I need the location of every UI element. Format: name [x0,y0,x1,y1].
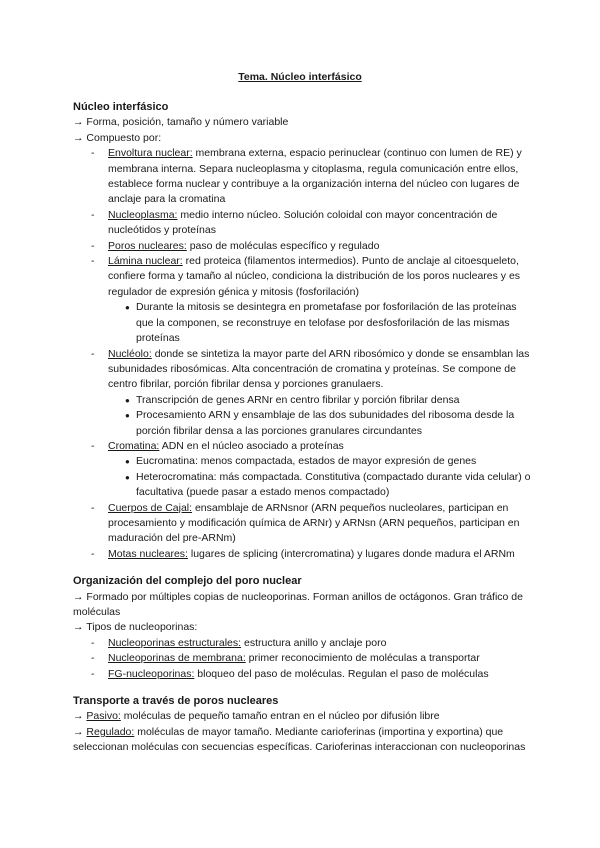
list-item [73,636,533,651]
arrow: → [73,725,87,738]
bullet-marker: ● [125,303,130,313]
definition: donde se sintetiza la mayor parte del ARN ribosómico y donde se ensamblan las subunidades ribosómicas. Alta concentración de cromatina y proteínas. Se compone de centro fibrilar, porción fibrilar densa y porciones granulaers. [108,347,530,391]
list-item [73,239,533,254]
sub-item [73,393,533,408]
definition: estructura anillo y anclaje poro [241,636,387,649]
term: Nucléolo: [108,347,152,360]
definition: medio interno núcleo. Solución coloidal con mayor concentración de nucleótidos y proteínas [108,208,498,237]
section-poro-nuclear [73,574,533,682]
definition: red proteica (filamentos intermedios). Punto de anclaje al citoesqueleto, confiere forma y tamaño al núcleo, condiciona la distribución de los poros nucleares y es regulador de expresión génica y mitosis (fosforilación) [108,255,521,298]
dash-marker: - [91,667,95,680]
intro-line: → Forma, posición, tamaño y número variable [73,116,289,129]
sub-item [73,408,533,439]
component-list [73,146,533,562]
transport-line [73,709,533,724]
list-item [73,208,533,239]
dash-marker: - [91,147,95,160]
term: FG-nucleoporinas: [108,667,195,680]
definition: primer reconocimiento de moléculas a transportar [245,652,480,665]
definition: membrana externa, espacio perinuclear (continuo con lumen de RE) y membrana interna. Separa nucleoplasma y citoplasma, regula comunicación entre ellos, establece forma nuclear y contribuye a la organización interna del núcleo con lugares de anclaje para la cromatina [108,147,522,206]
section-transporte [73,694,533,756]
term: Cuerpos de Cajal: [108,501,193,514]
dash-marker: - [91,208,95,221]
term: Envoltura nuclear: [108,147,193,160]
dash-marker: - [91,239,95,252]
sub-list [108,393,533,439]
sub-item-text: Eucromatina: menos compactada, estados de mayor expresión de genes [136,455,477,468]
nucleoporin-list [73,636,533,682]
term: Lámina nuclear: [108,255,183,268]
sub-item-text: Transcripción de genes ARNr en centro fibrilar y porción fibrilar densa [136,393,460,406]
term: Poros nucleares: [108,239,187,252]
sub-list [108,300,533,346]
definition: bloqueo del paso de moléculas. Regulan el paso de moléculas [194,667,489,680]
dash-marker: - [91,501,95,514]
sub-item-text: Procesamiento ARN y ensamblaje de las dos subunidades del ribosoma desde la porción fibrilar densa a las porciones granulares circundantes [136,409,515,437]
term: Nucleoplasma: [108,208,178,221]
list-item [73,651,533,666]
list-item [73,146,533,208]
section-heading: Núcleo interfásico [73,101,169,113]
definition: moléculas de pequeño tamaño entran en el núcleo por difusión libre [120,710,440,723]
sub-item-text: Heterocromatina: más compactada. Constitutiva (compactado durante vida celular) o facultativa (puede pasar a estado menos compactado) [136,470,531,499]
intro-line: → Formado por múltiples copias de nucleoporinas. Forman anillos de octágonos. Gran tráfico de moléculas [73,590,523,618]
list-item [73,501,533,547]
bullet-marker: ● [125,472,130,482]
document-body [73,100,533,768]
dash-marker: - [91,439,95,452]
dash-marker: - [91,636,95,649]
sub-item-text: Durante la mitosis se desintegra en prometafase por fosforilación de las proteínas que la componen, se reconstruye en telofase por desfosforilación de las mismas proteínas [136,301,517,345]
dash-marker: - [91,255,95,268]
section-heading: Organización del complejo del poro nuclear [73,575,302,588]
section-heading: Transporte a través de poros nucleares [73,695,279,708]
bullet-marker: ● [125,395,130,405]
list-item [73,254,533,346]
term: Pasivo: [86,710,121,723]
dash-marker: - [91,547,95,560]
definition: ADN en el núcleo asociado a proteínas [159,439,344,452]
bullet-marker: ● [125,457,130,467]
definition: lugares de splicing (intercromatina) y lugares donde madura el ARNm [187,547,515,560]
sub-item [73,470,533,501]
definition: moléculas de mayor tamaño. Mediante carioferinas (importina y exportina) que seleccionan moléculas con secuencias específicas. Carioferinas interaccionan con nucleoporinas [73,725,526,754]
intro-line: → Compuesto por: [73,131,162,144]
intro-line: → Tipos de nucleoporinas: [73,621,198,634]
term: Motas nucleares: [108,547,188,560]
term: Nucleoporinas estructurales: [108,636,242,649]
sub-list [108,454,533,500]
list-item [73,439,533,501]
arrow: → [73,710,87,723]
list-item [73,667,533,682]
section-nucleo-interfasico [73,100,533,562]
definition: paso de moléculas específico y regulado [186,239,380,252]
term: Nucleoporinas de membrana: [108,652,246,665]
bullet-marker: ● [125,411,130,421]
term: Cromatina: [108,439,160,452]
sub-item [73,300,533,346]
transport-line [73,725,533,756]
list-item [73,347,533,439]
term: Regulado: [86,725,135,738]
definition: ensamblaje de ARNsnor (ARN pequeños nucleolares, participan en procesamiento y modificación química de ARNr) y ARNsn (ARN pequeños, participan en maduración del pre-ARNm) [108,501,520,545]
sub-item [73,454,533,469]
page-title: Tema. Núcleo interfásico [238,71,362,83]
dash-marker: - [91,652,95,665]
list-item [73,547,533,562]
dash-marker: - [91,347,95,360]
